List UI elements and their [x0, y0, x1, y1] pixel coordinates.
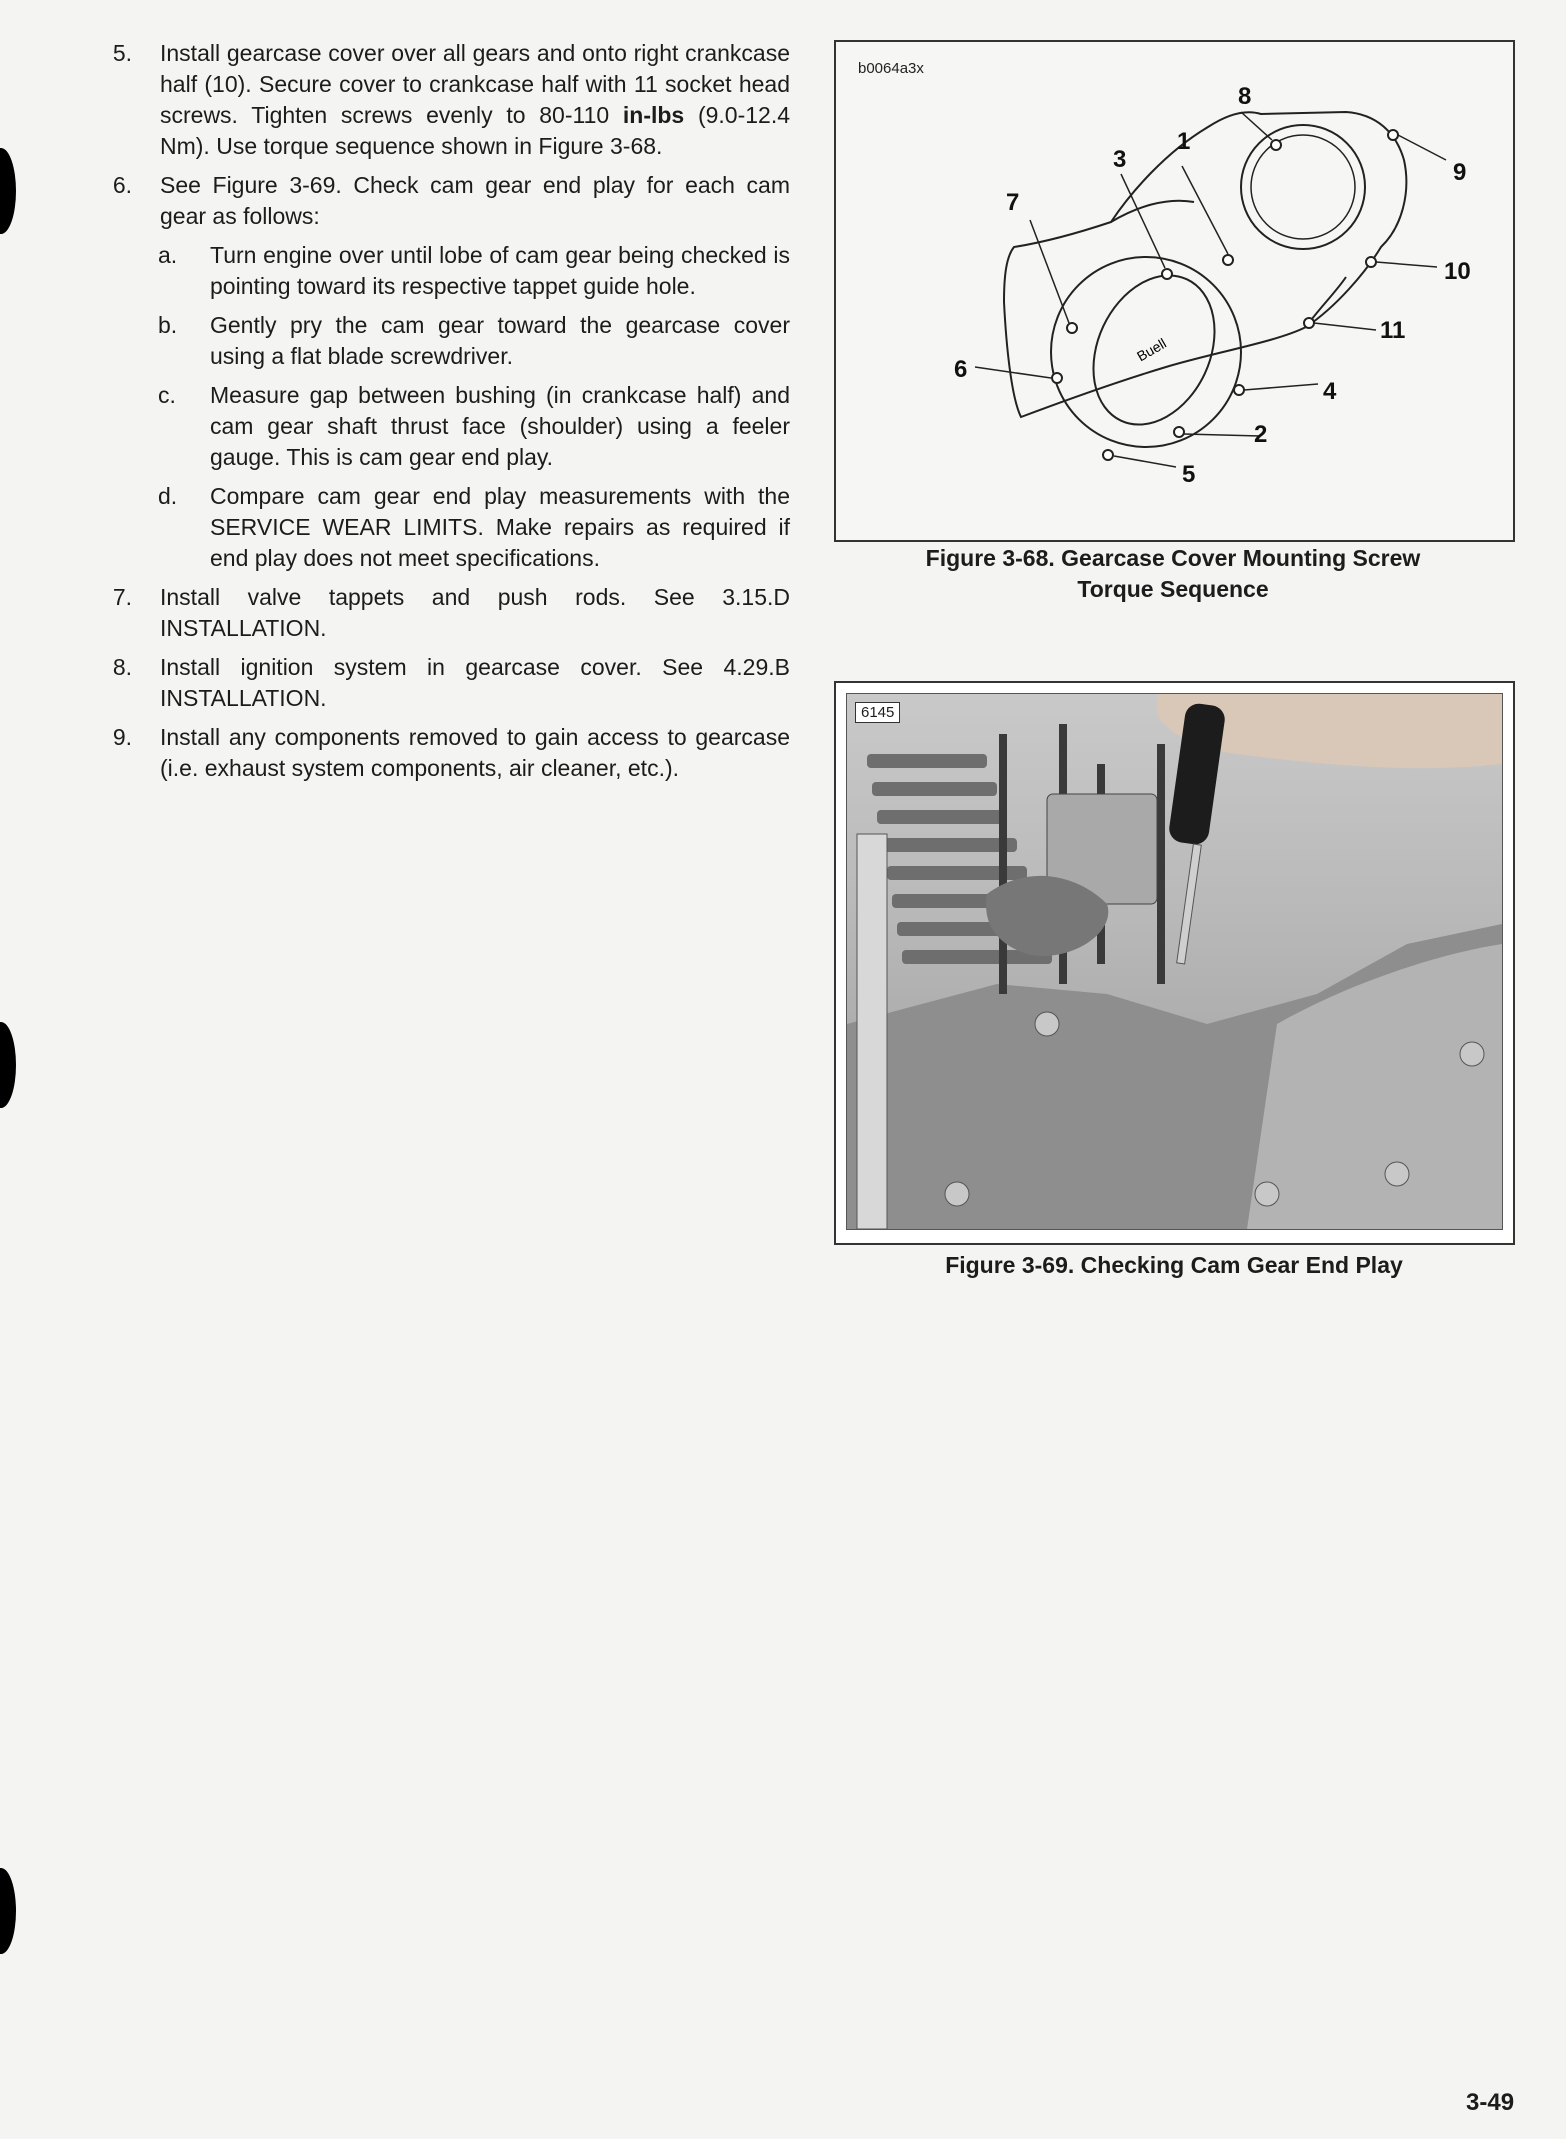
- substep-letter: c.: [158, 382, 176, 408]
- step-8: [100, 652, 790, 714]
- screw-hole: [1103, 450, 1113, 460]
- step-text: (9.0-12.4 Nm). Use torque sequence shown in Figure 3-68.: [160, 102, 790, 159]
- cylinder-stud: [1157, 744, 1165, 984]
- callout-number: 7: [1006, 189, 1020, 216]
- callout-number: 2: [1254, 421, 1268, 448]
- step-9: [100, 722, 790, 784]
- cover-logo: Buell: [1134, 334, 1169, 365]
- screw-holes: [1052, 130, 1398, 460]
- cylinder-stud: [999, 734, 1007, 994]
- substep-letter: a.: [158, 242, 178, 268]
- step-6: [100, 170, 790, 232]
- step-number: 9.: [112, 724, 132, 750]
- case-bolt: [1385, 1162, 1409, 1186]
- timer-cover-inner: [1251, 135, 1355, 239]
- callout-number: 5: [1182, 461, 1196, 488]
- screw-hole: [1162, 269, 1172, 279]
- step-number: 6.: [112, 172, 132, 198]
- caption-line: Torque Sequence: [1077, 576, 1269, 602]
- step-text: See Figure 3-69. Check cam gear end play for each cam gear as follows:: [160, 172, 790, 229]
- figure-3-68-caption: [833, 543, 1513, 605]
- substep-a: [100, 240, 790, 302]
- caption-line: Figure 3-68. Gearcase Cover Mounting Screw: [925, 545, 1421, 571]
- binder-hole: [0, 1022, 16, 1108]
- step-5: [100, 38, 790, 162]
- leader-line: [1182, 166, 1228, 254]
- figure-3-69-caption: Figure 3-69. Checking Cam Gear End Play: [945, 1252, 1403, 1278]
- substep-c: [100, 380, 790, 473]
- leader-line: [1241, 112, 1272, 140]
- screw-hole: [1052, 373, 1062, 383]
- figure-3-69: [834, 681, 1515, 1245]
- callout-number: 10: [1444, 258, 1471, 285]
- instructions-column: [100, 38, 790, 792]
- substep-b: [100, 310, 790, 372]
- engine-photo: [846, 693, 1503, 1230]
- step-number: 8.: [112, 654, 132, 680]
- binder-hole: [0, 1868, 16, 1954]
- pushrod-tube: [857, 834, 887, 1229]
- photo-id: 6145: [855, 702, 900, 723]
- screw-hole: [1234, 385, 1244, 395]
- leader-line: [1376, 262, 1437, 267]
- screw-hole: [1223, 255, 1233, 265]
- substep-letter: d.: [158, 483, 178, 509]
- screwdriver-shaft: [1177, 844, 1202, 964]
- screw-hole: [1174, 427, 1184, 437]
- leader-line: [1398, 135, 1446, 160]
- substep-text: Measure gap between bushing (in crankcase half) and cam gear shaft thrust face (shoulder) using a feeler gauge. This is cam gear end play.: [210, 382, 790, 470]
- substep-text: Gently pry the cam gear toward the gearcase cover using a flat blade screwdriver.: [210, 312, 790, 369]
- step-text: Install valve tappets and push rods. See 3.15.D INSTALLATION.: [160, 584, 790, 641]
- leader-line: [1314, 323, 1376, 330]
- callout-number: 8: [1238, 83, 1252, 110]
- page-number: 3-49: [1466, 2089, 1515, 2116]
- case-bolt: [945, 1182, 969, 1206]
- screw-hole: [1304, 318, 1314, 328]
- callout-number: 3: [1113, 146, 1127, 173]
- figure-id: b0064a3x: [858, 60, 924, 77]
- step-7: [100, 582, 790, 644]
- leader-line: [1184, 434, 1260, 436]
- callout-number: 11: [1380, 317, 1406, 344]
- step-number: 7.: [112, 584, 132, 610]
- screw-hole: [1388, 130, 1398, 140]
- screw-hole: [1366, 257, 1376, 267]
- substep-text: Turn engine over until lobe of cam gear being checked is pointing toward its respective tappet guide hole.: [210, 242, 790, 299]
- substep-letter: b.: [158, 312, 178, 338]
- case-bolt: [1255, 1182, 1279, 1206]
- gearcase-cover-diagram: [836, 42, 1513, 540]
- figure-3-68: [834, 40, 1515, 542]
- callout-leaders: [975, 112, 1446, 467]
- leader-line: [1114, 456, 1176, 467]
- step-text: Install ignition system in gearcase cover. See 4.29.B INSTALLATION.: [160, 654, 790, 711]
- binder-hole: [0, 148, 16, 234]
- timer-cover-circle: [1241, 125, 1365, 249]
- engine-photo-illustration: [847, 694, 1502, 1229]
- callout-number: 6: [954, 356, 968, 383]
- step-text: Install any components removed to gain access to gearcase (i.e. exhaust system components, air cleaner, etc.).: [160, 724, 790, 781]
- substep-text: Compare cam gear end play measurements with the SERVICE WEAR LIMITS. Make repairs as required if end play does not meet specifications.: [210, 483, 790, 571]
- screw-hole: [1067, 323, 1077, 333]
- step-number: 5.: [112, 40, 132, 66]
- callout-number: 1: [1177, 128, 1191, 155]
- screw-hole: [1271, 140, 1281, 150]
- step-text: Install gearcase cover over all gears and onto right crankcase half (10). Secure cover to crankcase half with 11 socket head screws. Tighten screws evenly to 80-110: [160, 40, 790, 128]
- substep-d: [100, 481, 790, 574]
- leader-line: [1244, 384, 1318, 390]
- callout-numbers: [954, 83, 1471, 488]
- callout-number: 4: [1323, 378, 1337, 405]
- leader-line: [975, 367, 1051, 378]
- leader-line: [1121, 174, 1165, 268]
- torque-unit: in-lbs: [622, 102, 685, 128]
- case-bolt: [1460, 1042, 1484, 1066]
- callout-number: 9: [1453, 159, 1467, 186]
- case-bolt: [1035, 1012, 1059, 1036]
- gearcase-cover: [1247, 944, 1502, 1229]
